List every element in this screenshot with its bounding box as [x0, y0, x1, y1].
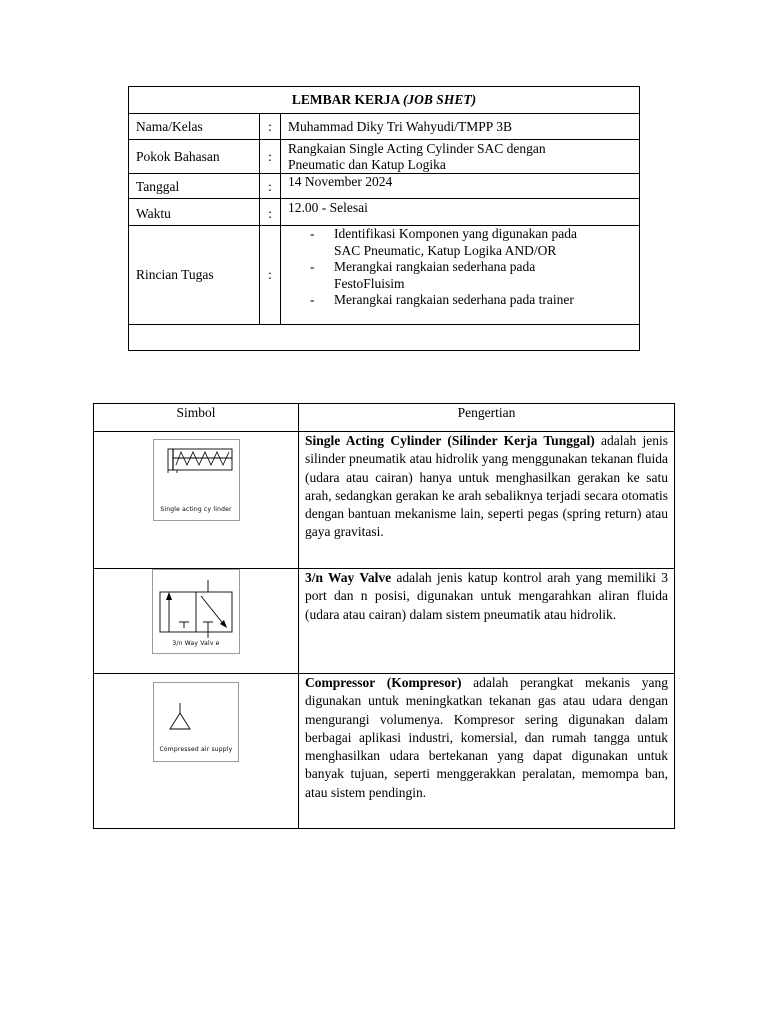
task-item [288, 226, 632, 259]
label-rincian-tugas: Rincian Tugas [129, 226, 260, 325]
task-list [288, 226, 632, 309]
task-line: - Merangkai rangkaian sederhana pada [334, 259, 536, 274]
symbol-cell [94, 674, 299, 829]
header-symbol: Simbol [94, 404, 299, 432]
colon: : [260, 199, 281, 226]
definition-text: adalah jenis katup kontrol arah yang memiliki 3 port dan n posisi, digunakan untuk mengarahkan aliran fluida (udara atau cairan) dalam sistem pneumatik atau hidrolik. [305, 570, 668, 622]
compressed-air-supply-icon [154, 683, 238, 745]
row-pokok-bahasan [129, 140, 640, 174]
header-meaning: Pengertian [299, 404, 675, 432]
label-pokok-bahasan: Pokok Bahasan [129, 140, 260, 174]
definition-cell [299, 432, 675, 569]
definition-term: Single Acting Cylinder (Silinder Kerja Tunggal) [305, 433, 595, 448]
value-nama-kelas: Muhammad Diky Tri Wahyudi/TMPP 3B [281, 114, 640, 140]
symbol-row [94, 569, 675, 674]
colon: : [260, 226, 281, 325]
value-pokok-bahasan [281, 140, 640, 174]
task-line: - Merangkai rangkaian sederhana pada trainer [334, 292, 574, 307]
definition-text: adalah perangkat mekanis yang digunakan untuk meningkatkan tekanan gas atau udara dengan mengurangi volumenya. Kompresor sering digunakan dalam berbagai aplikasi industri, komersial, dan rumah tangga untuk menghasilkan udara bertekanan yang dapat digunakan untuk banyak tujuan, seperti menggerakkan peralatan, memompa ban, atau sistem pendingin. [305, 675, 668, 800]
symbol-table-header [94, 404, 675, 432]
task-item [288, 292, 632, 309]
definition-text: adalah jenis silinder pneumatik atau hidrolik yang menggunakan tekanan fluida (udara atau cairan) hanya untuk menghasilkan gerakan ke satu arah, sedangkan gerakan ke arah sebaliknya terjadi secara otomatis dengan bantuan mekanisme lain, seperti pegas (spring return) atau gaya gravitasi. [305, 433, 668, 540]
definition-term: 3/n Way Valve [305, 570, 392, 585]
task-line: - Identifikasi Komponen yang digunakan pada [334, 226, 577, 241]
row-nama-kelas [129, 114, 640, 140]
symbol-caption: Single acting cy linder [160, 506, 232, 513]
row-waktu [129, 199, 640, 226]
row-tanggal [129, 174, 640, 199]
job-sheet-table [128, 86, 640, 351]
symbol-cell [94, 569, 299, 674]
colon: : [260, 140, 281, 174]
label-tanggal: Tanggal [129, 174, 260, 199]
valve-diagram-icon [153, 570, 239, 640]
job-sheet-title-row [129, 87, 640, 114]
value-pokok-line1: Rangkaian Single Acting Cylinder SAC dengan [288, 140, 546, 156]
title-main: LEMBAR KERJA [291, 92, 400, 107]
job-sheet-title [129, 87, 640, 114]
task-line: SAC Pneumatic, Katup Logika AND/OR [334, 242, 557, 258]
compressor-symbol [153, 682, 239, 762]
value-rincian-tugas [281, 226, 640, 325]
task-item [288, 259, 632, 292]
value-pokok-line2: Pneumatic dan Katup Logika [288, 156, 446, 172]
symbol-cell [94, 432, 299, 569]
definition-cell [299, 674, 675, 829]
symbol-caption: Compressed air supply [159, 746, 233, 753]
empty-cell [129, 325, 640, 351]
definition-cell [299, 569, 675, 674]
single-acting-cylinder-symbol [153, 439, 240, 521]
value-waktu: 12.00 - Selesai [281, 199, 640, 226]
symbol-row [94, 674, 675, 829]
label-nama-kelas: Nama/Kelas [129, 114, 260, 140]
row-rincian-tugas [129, 226, 640, 325]
colon: : [260, 174, 281, 199]
empty-row [129, 325, 640, 351]
task-line: FestoFluisim [334, 275, 405, 291]
three-way-valve-symbol [152, 569, 240, 654]
symbol-row [94, 432, 675, 569]
title-italic: (JOB SHET) [402, 92, 477, 107]
value-tanggal: 14 November 2024 [281, 174, 640, 199]
cylinder-diagram-icon [154, 440, 239, 500]
colon: : [260, 114, 281, 140]
definition-term: Compressor (Kompresor) [305, 675, 462, 690]
symbol-table [93, 403, 675, 829]
symbol-caption: 3/n Way Valv e [172, 640, 220, 647]
label-waktu: Waktu [129, 199, 260, 226]
